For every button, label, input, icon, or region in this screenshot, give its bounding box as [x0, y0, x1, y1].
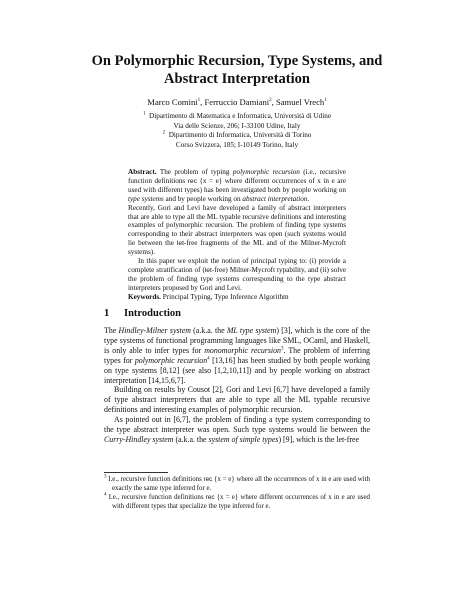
paper-title [60, 52, 414, 88]
keyword-let: let [176, 239, 184, 247]
author-name: Samuel Vrech [275, 97, 325, 107]
intro-body [104, 326, 370, 445]
body-paragraph [104, 415, 370, 445]
affiliation-line [110, 112, 364, 122]
footnote-ref[interactable]: 3 [281, 346, 284, 352]
text: -free) Milner-Mycroft typability, and (ii) solve the problem of finding type systems corresponding to the type abstract interpreters proposed by Gori and Levi. [128, 265, 347, 293]
author-affiliation-mark: 1 [197, 98, 201, 104]
emph: Curry-Hindley system [104, 434, 174, 444]
text: ) [9], which is the let-free [278, 434, 360, 444]
text: (a.k.a. the [190, 326, 227, 335]
text: As pointed out in [6,7], the problem of finding a type system corresponding to the type abstract interpreter was open. Such type systems would lie between the [104, 415, 370, 435]
footnote [104, 494, 370, 511]
emph: monomorphic recursion [204, 345, 281, 355]
abstract-paragraph [128, 168, 346, 204]
emph: polymorphic recursion [232, 168, 300, 176]
footnote [104, 476, 370, 493]
keyword-rec: rec [205, 494, 215, 502]
footnote-ref[interactable]: 4 [207, 356, 210, 362]
affiliation-line [110, 131, 364, 141]
keyword-let: let [204, 266, 212, 274]
body-paragraph [104, 326, 370, 385]
keywords-text: Principal Typing, Type Inference Algorithm [162, 292, 289, 301]
affiliations [110, 112, 364, 150]
section-number: 1 [104, 308, 110, 319]
text: [13,16] has been studied by both people working on type systems [8,12] (see also [1,2,10,11]) and by people working on abstract interpretation [14,15,6,7]. [104, 355, 370, 385]
abstract-paragraph [128, 204, 346, 257]
text: (i.e., recursive function definitions [128, 168, 346, 185]
emph: polymorphic recursion [134, 355, 208, 365]
title-line-2: Abstract Interpretation [164, 71, 310, 87]
affiliation-mark: 2 [162, 130, 166, 136]
keyword-rec: rec [203, 476, 213, 483]
affiliation-line: Via delle Scienze, 206; I-33100 Udine, Italy [173, 121, 301, 130]
abstract-paragraph [128, 257, 346, 293]
author-list: Marco Comini$^1$, Ferruccio Damiani$^2$, Samuel Vrech$^1$ [147, 97, 327, 107]
section-title: Introduction [124, 308, 181, 319]
text: The problem of typing [159, 168, 233, 176]
keywords [128, 293, 346, 302]
section-heading [104, 308, 384, 319]
text: {x = e} where different occurrences of x in e are used with different types that specialize the type inferred for e. [112, 494, 370, 510]
text: . The problem of inferring types for [104, 345, 371, 365]
footnote-mark: 4 [104, 492, 107, 498]
text: {x = e} where different occurrences of x in e are used with different types) has been investigated both by people working on [128, 176, 346, 195]
text: In this paper we exploit the notion of principal typing to: (i) provide a complete stratification of ( [128, 257, 346, 274]
emph: ML type system [226, 326, 277, 335]
text: I.e., recursive function definitions [108, 476, 204, 483]
emph: system of simple types [208, 434, 279, 444]
footnote-rule [104, 472, 168, 473]
text: . [307, 195, 310, 204]
affiliation-mark: 1 [142, 111, 146, 117]
emph: Hindley-Milner system [118, 326, 191, 335]
text: {x = e} where all the occurrences of x in e are used with exactly the same type inferred for e. [112, 476, 370, 492]
text: The [104, 326, 119, 335]
text: and by people working on [163, 195, 243, 204]
text: ) [3], which is the core of the type systems of functional programming languages like SML, OCaml, and Haskell, is only able to infer types for [104, 326, 370, 355]
footnotes [104, 476, 370, 512]
keyword-rec: rec [187, 177, 197, 185]
text: I.e., recursive function definitions [108, 494, 206, 502]
body-paragraph: Building on results by Cousot [2], Gori and Levi [6,7] have developed a family of type abstract interpreters that are able to type all the ML typable recursive definitions and interesting examples of polymorphic recursion. [104, 385, 370, 415]
affiliation-line: Corso Svizzera, 185; I-10149 Torino, Italy [175, 140, 299, 149]
affiliation-text: Dipartimento di Informatica, Università di Torino [168, 131, 312, 140]
emph: type systems [128, 195, 164, 204]
text: -free fragments of the ML and of the Milner-Mycroft systems). [128, 238, 346, 257]
author-affiliation-mark: 1 [324, 98, 327, 104]
abstract-label: Abstract. [128, 168, 157, 176]
affiliation-text: Dipartimento di Matematica e Informatica, Università di Udine [149, 112, 332, 120]
keywords-label: Keywords. [128, 292, 161, 301]
emph: abstract interpretation [242, 195, 308, 204]
abstract [128, 168, 346, 302]
footnote-mark: 3 [104, 474, 107, 480]
text: (a.k.a. the [173, 434, 209, 444]
title-line-1: On Polymorphic Recursion, Type Systems, and [91, 53, 383, 69]
author-name: Marco Comini [147, 97, 198, 107]
author-name: Ferruccio Damiani [204, 97, 270, 107]
author-affiliation-mark: 2 [269, 98, 272, 104]
text: Recently, Gori and Levi have developed a family of abstract interpreters that are able to type all the ML typable recursive definitions and interesting examples of polymorphic recursion. The problem of finding type systems corresponding to their abstract interpreters was open (such systems would lie between the [128, 203, 346, 247]
